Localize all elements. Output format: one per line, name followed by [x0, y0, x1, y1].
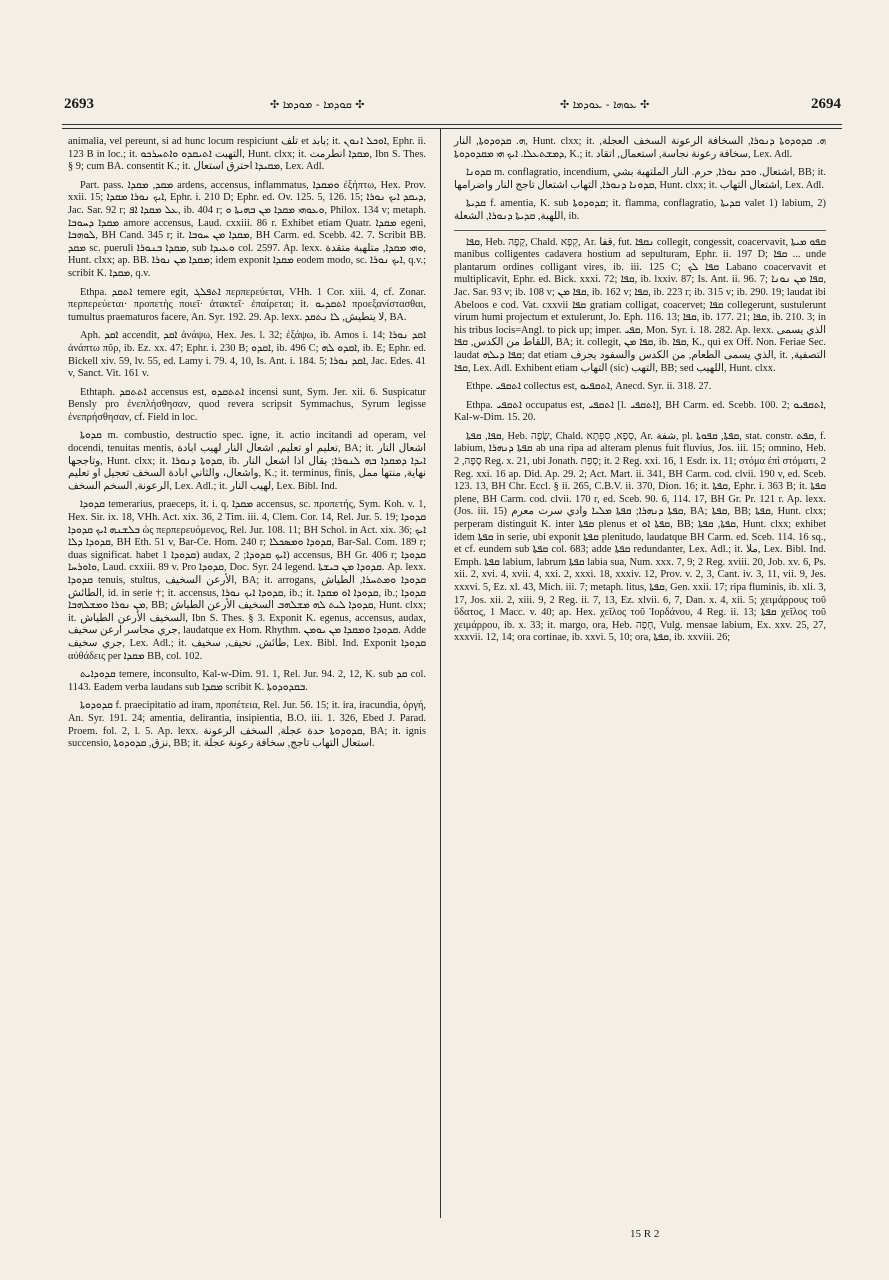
right-column: [454, 136, 826, 651]
running-head-right: ✣ ܥܘܗܐ - ܥܘܕܡܐ ✣: [560, 98, 650, 111]
entry-paragraph: Ethpa. ܐܬܩܕ temere egit, ܐܬܦܠܓ περπερεύεται, VHh. 1 Cor. xiii. 4, cf. Zonar. περπερεύεται· προπετὴς ποιεῖ· ἀτακτεῖ· ἐπαίρεται; it. ܐܬܩܕܝܘ προεξανίστασθαι, tumultus praematuros facere, An. Syr. 192. 29. Ap. lexx. لا يتطيش, ܠܐ ܢܬܩܕ, BA.: [68, 286, 426, 323]
header-rule: [62, 124, 842, 125]
entry-paragraph: ܩܕܘܕܐܝܬ temere, inconsulto, Kal-w-Dim. 91. 1, Rel. Jur. 94. 2, 12, K. sub ܩܕ col. 1143. Eadem verba laudans sub ܡܩܕܐ scribit K. ܒܩܕܘܕܘܬܐ.: [68, 669, 427, 693]
entry-paragraph: ܩܕܘܬܐ m. combustio, destructio spec. igne, it. actio incitandi ad operam, vel docendi, tenuitas mentis, تعليم او تعليم, اشعال النار لهيب ابادة, BA; it. اشعال النار وتاججها, Hunt. clxx; it. ܩܕܘܬܐ ܕܢܘܪܐ, ib. ܐܝܕܐ ܕܡܩܕܐ ܒܗ ܠܢܘܪܐ; يقال اذا اشعل النار واشعال، والثاني ابادة السخف تعجيل او تعليم, K.; it. terminus, finis, نهاية, منتها ممل الرعونة, السخم السخف, Lex. Adl.; it. لهيب النار, Lex. Bibl. Ind.: [68, 430, 426, 492]
entry-paragraph: Part. pass. ܡܩܕ, ܡܩܕܐ ardens, accensus, inflammatus, ܘܡܩܕܐ ἐξήπτω, Hex. Prov. xxii. 15; ܐܝܟ ܢܘܪܐ ܡܩܕܐ, Ephr. i. 210 D; Ephr. ed. Ov. 125. 5, 126. 15; ܕܝܩܕ ܐܝܟ ܢܘܪܐ, Jac. Sar. 92 r; ܥܠ ܡܩܕܐ ܐܦ, ib. 404 r; ܘܥܘܗܝ ܡܩܕܐ ܡܢ ܒܗܝܬܐ ܘ, Philox. 134 v; metaph. ܡܩܕܐ ܕܚܘܒܐ amore accensus, Laud. cxxiii. 86 r. Exhibet etiam Quatr. ܡܩܕܐ egeni, ܠܘܗܒܐ, BH Cand. 345 r; it. ܡܩܕܐ ܡܢ ܚܘܒܐ, BH Carm. ed. Scebb. 42. 7. Scribit BB. ܡܩܕ sc. pueruli ܡܩܕܐ ܒܢܘܪܐ, sub ܘܥܝܕܐ col. 2597. Ap. lexx. ܘܗܝ ܡܩܕܐ, متلهبة متقدة, Hunt. clxx; ap. BB. ܡܩܕܐ ܡܢ ܢܘܪܐ; idem exponit ܡܩܕܐ eodem modo, sc. ܐܝܟ ܢܘܪܐ, q.v.; scribit K. ܡܩܕܐ, q.v.: [68, 179, 427, 279]
entry-paragraph: ܩܕܘܢܐ m. conflagratio, incendium, اشتعال. ܘܟܕ ܢܘܪܐ, حرم. النار الملتهبة بشي, BB; it. ܩܕܘܢܐ ܕܢܘܪܐ, التهاب اشتعال تاجج النار واضرامها, Hunt. clxx; it. اشتعال التهاب, Lex. Adl.: [454, 167, 827, 191]
entry-paragraph: ܩܦܐ, Heb. קָפָה, Chald. קְפָא, Ar. قفا, fut. ܢܩܦܐ collegit, congessit, coacervavit, ܩܦܘ ܡܝܬܐ manibus colligentes cadavera hostium ad sepulturam, Ephr. ii. 197 D; ܩܦܐ ... unde plantarum ordines colligant vires, ib. iii. 125 C; ܩܦܐ ܠܟ Labano coacervavit et multiplicavit, Ephr. ed. Bick. xxxi. 72; ܩܦܐ, ib. lxxiv. 87; Is. Ant. ii. 96. 7; ܩܦܐ ܡܢ ܢܘܢܐ, Jac. Sar. 93 v; ib. 108 v; ܩܦܐ ܡܢ, ib. 162 v; ܩܦܐ, ib. 223 r; ib. 315 v; ib. 290. 19; laudat ibi Abeloos e cod. Vat. cxxvii ܩܦܐ gratiam colligat, coacervet; ܩܦܐ collegerunt, sustulerunt virum humi projectum et extulerunt, Jo. Eph. 116. 13; ܩܦܐ, ib. 177. 21; ܩܦܐ, ib. 210. 3; in his tribus locis=Angl. to pick up; imper. ܩܦܝ, Mon. Syr. i. 18. 282. Ap. lexx. الذي يسمى اللقاط من الكدس, ܩܦܐ, BA; it. collegit, ܩܦܐ ܡܢ, ib. ܩܦܐ, K., qui ex Off. Non. Feriae Sec. laudat ܩܦܐ ܕܝܠܗ; dat etiam الذي يسمى الطعام, من الكدس والسفود يجرف, it. التصفية, ܩܦܐ, Lex. Adl. Exhibent etiam التهاب (sic) التهب, BB; sed اللهيب, Hunt. clxx.: [454, 236, 826, 374]
entry-paragraph: Ethpe. ܐܬܩܦܝ collectus est, ܐܬܩܦܝܘ, Anecd. Syr. ii. 318. 27.: [466, 381, 712, 393]
entry-paragraph: Aph. ܐܩܕ accendit, ܐܩܕ ἀνάψω, Hex. Jes. l. 32; ἐξάψω, ib. Amos i. 14; ܐܩܕ ܢܘܪܐ ἀνάπτω πῦρ, ib. Ez. xx. 47; Ephr. i. 230 B; ܐܩܕܘ, ib. 496 C; ܐܩܕܘ ܠܗ, ib. E; Ephr. ed. Bickell xiv. 59, lv. 55, ed. Lamy i. 79. 4, 10, Is. Ant. i. 184. 5; ܐܩܕ ܢܘܪܐ, Jac. Edes. 41 v, Sanct. Vit. 161 v.: [68, 330, 427, 380]
page-number-right: 2694: [811, 96, 841, 112]
entry-paragraph: ܩܕܘܕܘܬܐ f. praecipitatio ad iram, προπέτεια, Rel. Jur. 56. 15; it. ira, iracundia, ὀργή, An. Syr. 191. 24; amentia, delirantia, insipientia, B.O. iii. 1. 326, Ebed J. Parad. Proem. fol. 2, l. 5. Ap. lexx. ܩܕܘܕܘܬܐ حدة عجلة, السخف الرعونة, BA; it. ignis succensio, نزق, ܩܕܘܕܘܬܐ, BB; it. استعال التهاب تاجج, سخافة رعونة عجلة.: [68, 700, 426, 750]
entry-paragraph: ܩܦܐ, ܩܦܬܐ, Heb. שָׂפָה, Chald. סְפָא, סִפְתָא, Ar. شفة, pl. ܩܦܬܐ, ܩܦܘܬܐ, stat. constr. ܩܦܬ, f. labium, ܩܦܬܐ ܕܢܗܪܐ ab una ripa ad alteram plenus fuit fluvius, Jos. iii. 15; omnino, Heb. סָפָה, 2 Reg. x. 21, ubi Jonath. סְפַת; it. 2 Reg. xxi. 16, 1 Esdr. ix. 11; στόμα ἐπὶ στόματι, 2 Reg. xxi. 16 ap. Did. Ap. 29. 2; Act. Mart. ii. 341, BH Carm. cod. clvii. 190 v, ed. Sceb. 123. 13, BH Chr. Eccl. § ii. 265, C.B.V. ii. 370, Dion. 16; it. ܩܦܬܐ, Ephr. i. 363 B; it. ܩܦܬܐ plene, BH Carm. cod. clvii. 170 r, ed. Sceb. 90. 6, 114. 17, BH Gr. Pr. 121 r. Ap. lexx. (Jos. iii. 15) ܩܦܬܐ ܕܢܗܪܐ; ܩܦܬܐ ܡܠܝܐ وادي سرت معرم, BA; ܩܦܬܐ, BB; ܩܦܬܐ, Hunt. clxx; perperam distinguit K. inter ܩܦܬܐ plenus et ܩܦܬܐ ܐܘ, BB; ܩܦܬܐ, ܩܦܬܐ, Hunt. clxx; exhibet idem ܩܦܬܐ in serie, ubi exponit ܩܦܬܐ plenitudo, laudatque BH Carm. ed. Sceb. 114. 16 sq., et cf. eundem sub ܩܦܬܐ col. 683; adde ܩܦܬܐ redundanter, Lex. Adl.; it. ملا, Lex. Bibl. Ind. Emph. ܩܦܬܐ labium, labrum ܩܦܬܐ labia sua, Num. xxx. 7, 9; 2 Reg. xviii. 20, Job. xv. 6, Ps. xii. 2, xvi. 4, xvii. 4, xxi. 2, xxxi. 18, xxxiv. 12, Prov. v. 2, 3, Cant. iv. 3, 11, vii. 9, Jes. xxxvi. 5, Ez. xl. 43, Mich. iii. 7; metaph. litus, ܩܦܬܐ, Gen. xxii. 17; ripa fluminis, ib. xli. 3, 17, Jos. xii. 2, xiii. 9, 2 Reg. ii. 7, 13, Ez. xlvii. 6, 7, Dan. x. 4, xii. 5; χειμάρρους τοῦ ὕδατος, 1 Macc. v. 40; ap. Hex. χεῖλος τοῦ Ἰορδάνου, 4 Reg. ii. 13; ܩܦܬܐ χεῖλος τοῦ χειμάρρου, ib. x. 33; it. margo, ora, Heb. חָפָה, Vulg. mensae labium, Ex. xxv. 25, 27, xxxvii. 12, 14; ora cortinae, ib. xxvi. 5, 10; ora, ܩܦܬܐ, ib. xxviii. 26;: [454, 430, 827, 644]
entry-paragraph: Ethpa. ܐܬܩܦܝ occupatus est, ܐܬܩܦܝ [l. ܐܬܩܦܝ], BH Carm. ed. Scebb. 100. 2; ܐܬܩܦܝܘ, Kal-w-Dim. 15. 20.: [454, 399, 827, 424]
column-divider: [440, 128, 441, 1218]
running-head-left: ✣ ܩܘܕܡܐ - ܡܘܕܡܐ ✣: [270, 98, 365, 111]
header-rule-secondary: [62, 128, 842, 129]
page-number-left: 2693: [64, 96, 94, 112]
entry-separator: [454, 230, 826, 231]
entry-paragraph: animalia, vel pereunt, si ad hunc locum respiciunt تلف et بابد; it. ܐܘܟܠ ܐܢܘܢ, Ephr. ii. 123 B in loc.; it. التهبت ܐܬܝܩܕܘ ܘܐܬܚܪܟܘ, Hunt. clxx; it. ܡܩܕܐ انطرمت, Ibn S. Thes. § 9; cum BA. consentit K.; it. ܡܩܝܕܐ احترق استعال, Lex. Adl.: [68, 136, 427, 173]
entry-paragraph: Ethtaph. ܐܬܬܩܕ accensus est, ܐܬܬܩܕܘ incensi sunt, Sym. Jer. xii. 6. Suspicatur Bensly pro ἐνεπλήσθησαν, quod revera scripsit Symmachus, Syrum legisse ἐνεπρήσθησαν, cf. Field in loc.: [68, 386, 426, 423]
entry-paragraph: ܩܕܝܬܐ f. amentia, K. sub ܩܕܘܕܘܬܐ; it. flamma, conflagratio, ܩܕܝܬܐ valet 1) labium, 2) اللهبة, ܩܕܝܬܐ ܕܢܘܪܐ, الشعلة, ib.: [454, 198, 826, 222]
signature-mark: 15 R 2: [630, 1228, 660, 1240]
entry-paragraph: ܗ. ܩܕܘܕܘܬܐ, النار, Hunt. clxx; it. ܗ. ܩܕܘܕܘܬܐ ܕܢܘܪܐ, السخافة الرعونة السخف العجلة, ܕܡܫܬܥܠܐ. ܐܝܟ ܗܝ ܡܩܕܘܕܘܬܐ, K.; it. سخافة رعونة نجاسة, استعمال, اتقاد, Lex. Adl.: [454, 136, 826, 160]
entry-paragraph: ܩܕܘܕܐ temerarius, praeceps, it. i. q. ܡܩܕܐ accensus, sc. προπετής, Sym. Koh. v. 1, Hex. Sir. ix. 18, VHh. Act. xix. 36, 2 Tim. iii. 4, Clem. Cor. 14, Rel. Jur. 5. 19; ܩܕܘܕܐ ܒܠܫܢܗ ܐܝܟ ܩܕܘܕܐ ὡς περπερευόμενος, Rel. Jur. 108. 11; BH Schol. in Act. xix. 36; ܐܝܟ ܩܕܘܕܐ ܕܠܐ, BH Eth. 51 v, Bar-Ce. Hom. 240 r; ܩܕܘܕܐ ܘܡܣܟܠܐ, Bar-Sal. Com. 189 r; duas significat. habet ܩܕܘܕܐ 1) audax, ܐܝܟ ܩܕܘܕܐ; 2) accensus, BH Gr. 406 r; ܩܕܘܕܐ ܘܐܘܪܚܐ, Laud. cxxiii. 89 v. Pro ܩܕܘܕܐ, Doc. Syr. 24 legend. ܩܕܘܕܐ ܡܢ ܒܝܫܬܐ. Ap. lexx. ܩܕܘܕܐ tenuis, stultus, الأرعن السخيف, BA; it. arrogans, ܩܕܘܕܐ ܘܡܬܚܪܐ, الطياش الطائش, id. in serie †; it. accensus, ܩܕܘܕܐ ܐܝܟ ܢܘܪܐ, ib.; it. ܩܕܘܕܐ ܐܘ ܡܩܕܐ, ib.; ܩܕܘܕܐ ܡܢ ܢܘܪܐ ܘܡܫܠܗܒܐ, BB; ܩܕܘܕܐ ܠܝܬ ܠܗ ܡܫܠܗܒ السخيف الأرعن الطياش, Hunt. clxx; it. السخيف الأرعن الطياش, Ibn S. Thes. § 3. Exponit K. egenus, accensus, audax, جري مجاسر ارعن سخيف, laudatque ex Hom. Rhythm. ܩܕܘܕܐ ܘܡܩܕܐ ܡܢ ܝܘܡܢ. Adde جري سخيف, Lex. Adl.; it. طائش, نحيف, سخيف, Lex. Bibl. Ind. Exponit ܩܕܘܕܐ αὐθάδεις per ܡܩܕܐ BB, col. 102.: [68, 499, 427, 662]
left-column: [68, 136, 426, 757]
